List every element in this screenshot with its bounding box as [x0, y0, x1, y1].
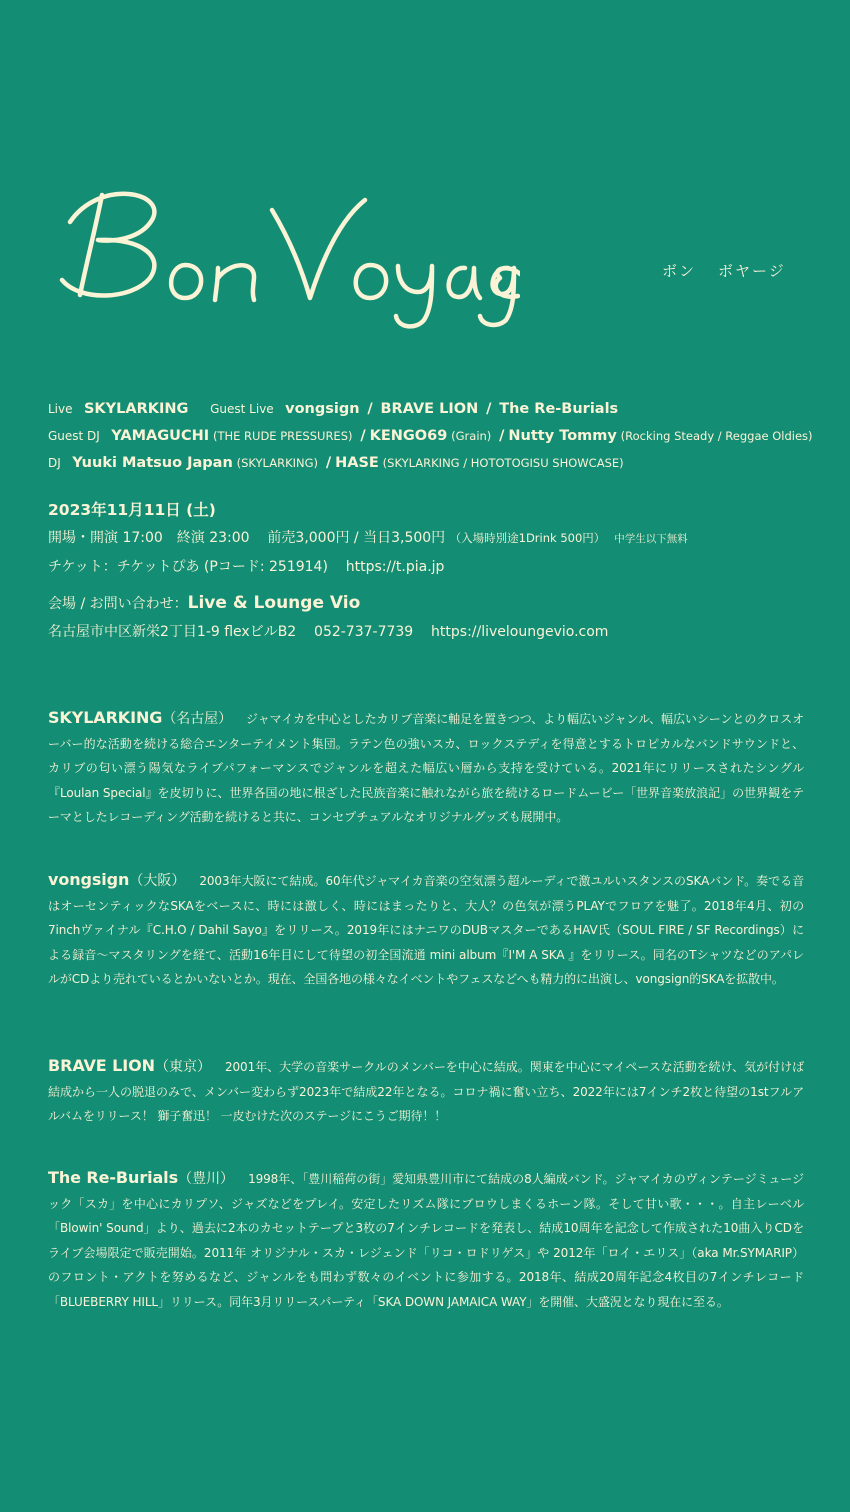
- ticket-url[interactable]: https://t.pia.jp: [345, 559, 445, 575]
- dj-row: DJ Yuuki Matsuo Japan (SKYLARKING) / HASE (SKYLARKING / HOTOTOGISU SHOWCASE): [48, 455, 624, 471]
- guest-live-artist: BRAVE LION: [380, 401, 479, 417]
- guest-dj-note: (Rocking Steady / Reggae Oldies): [620, 429, 813, 443]
- bio-city: （東京）: [154, 1059, 211, 1075]
- bon-voyage-logo: [40, 170, 520, 330]
- bio-text: 2001年、大学の音楽サークルのメンバーを中心に結成。関東を中心にマイペースな活動を続け、気が付けば結成から一人の脱退のみで、メンバー変わらず2023年で結成22年となる。コロナ禍に奮い立ち、2022年には7インチ2枚と待望の1stフルアルバムをリリース！ 獅子奮迅！ 一皮むけた次のステージにこうご期待！！: [48, 1060, 805, 1124]
- ticket-info: チケット：チケットぴあ (Pコード: 251914): [48, 559, 328, 575]
- bio-vongsign: [48, 868, 804, 992]
- event-free: 中学生以下無料: [614, 533, 688, 545]
- event-times-row: [48, 524, 828, 553]
- guest-live-artist: vongsign: [285, 401, 360, 417]
- bio-city: （名古屋）: [162, 711, 233, 727]
- guest-dj-name: YAMAGUCHI: [111, 428, 210, 444]
- bio-name: SKYLARKING: [48, 708, 163, 727]
- guest-dj-row: Guest DJ YAMAGUCHI (THE RUDE PRESSURES) / KENGO69 (Grain) / Nutty Tommy (Rocking Steady / Reggae Oldies): [48, 428, 813, 444]
- dj-name: Yuuki Matsuo Japan: [72, 455, 233, 471]
- guest-live-artist: The Re-Burials: [499, 401, 619, 417]
- lineup: [48, 396, 828, 477]
- guest-dj-name: Nutty Tommy: [508, 428, 617, 444]
- venue-url[interactable]: https://liveloungevio.com: [431, 624, 609, 640]
- guest-dj-name: KENGO69: [369, 428, 448, 444]
- event-drink: （入場時別途1Drink 500円）: [449, 531, 606, 545]
- bio-name: BRAVE LION: [48, 1056, 155, 1075]
- dj-note: (SKYLARKING): [236, 456, 318, 470]
- kana-bon: ボン: [662, 262, 697, 280]
- bio-city: （大阪）: [129, 873, 186, 889]
- venue-row: [48, 589, 828, 618]
- bio-skylarking: [48, 706, 804, 830]
- event-times: 開場・開演 17:00 終演 23:00: [48, 530, 250, 546]
- guest-dj-note: (Grain): [451, 429, 492, 443]
- live-artist: SKYLARKING: [83, 401, 189, 417]
- bio-text: 2003年大阪にて結成。60年代ジャマイカ音楽の空気漂う超ルーディで激ユルいスタンスのSKAバンド。奏でる音はオーセンティックなSKAをベースに、時には激しく、時にはまったりと、大人？の色気が漂うPLAYでフロアを魅了。2018年4月、初の7inchヴァイナル『C.H.O / Dahil Sayo』をリリース。2019年にはナニワのDUBマスターであるHAV氏（SOUL FIRE / SF Recordings）による録音〜マスタリングを経て、活動16年目にして待望の初全国流通 mini album『I'M A SKA 』をリリース。同名のTシャツなどのアパレルがCDより売れているとかいないとか。現在、全国各地の様々なイベントやフェスなどへも精力的に出演し、vongsign的SKAを拡散中。: [48, 874, 804, 987]
- guest-dj-label: Guest DJ: [48, 429, 100, 443]
- dj-name: HASE: [335, 455, 379, 471]
- bio-text: 1998年、「豊川稲荷の街」愛知県豊川市にて結成の8人編成バンド。ジャマイカのヴィンテージミュージック「スカ」を中心にカリプソ、ジャズなどをプレイ。安定したリズム隊にブロウしまくるホーン隊。そして甘い歌・・・。自主レーベル「Blowin' Sound」より、過去に2本のカセットテープと3枚の7インチレコードを発表し、結成10周年を記念して作成された10曲入りCDをライブ会場限定で販売開始。2011年 オリジナル・スカ・レジェンド「リコ・ロドリゲス」や 2012年「ロイ・エリス」（aka Mr.SYMARIP）のフロント・アクトを努めるなど、ジャンルをも問わず数々のイベントに参加する。2018年、結成20周年記念4枚目の7インチレコード「BLUEBERRY HILL」リリース。同年3月リリースパーティ「SKA DOWN JAMAICA WAY」を開催、大盛況となり現在に至る。: [48, 1172, 805, 1309]
- logo-kana: [662, 260, 786, 281]
- ticket-row: [48, 553, 828, 581]
- venue-address: 名古屋市中区新栄2丁目1-9 flexビルB2: [48, 624, 297, 640]
- guest-live-label: Guest Live: [210, 402, 274, 416]
- live-label: Live: [48, 402, 73, 416]
- live-row: Live SKYLARKING Guest Live vongsign / BRAVE LION / The Re-Burials: [48, 401, 619, 417]
- event-price: 前売3,000円 / 当日3,500円: [267, 530, 446, 546]
- address-row: [48, 618, 828, 646]
- venue-name: Live & Lounge Vio: [187, 593, 361, 613]
- bio-name: vongsign: [48, 870, 130, 889]
- bio-name: The Re-Burials: [48, 1168, 178, 1187]
- venue-phone: 052-737-7739: [314, 624, 414, 640]
- event-info: [48, 496, 828, 646]
- bio-re-burials: [48, 1166, 804, 1315]
- dj-note: (SKYLARKING / HOTOTOGISU SHOWCASE): [382, 456, 624, 470]
- bio-text: ジャマイカを中心としたカリブ音楽に軸足を置きつつ、より幅広いジャンル、幅広いシーンとのクロスオーバー的な活動を続ける総合エンターテイメント集団。ラテン色の強いスカ、ロックステディを得意とするトロピカルなバンドサウンドと、カリブの匂い漂う陽気なライブパフォーマンスでジャンルを超えた幅広い層から支持を受けている。2021年にリリースされたシングル『Loulan Special』を皮切りに、世界各国の地に根ざした民族音楽に触れながら旅を続けるロードムービー「世界音楽放浪記」の世界観をテーマとしたレコーディング活動を続けると共に、コンセプチュアルなオリジナルグッズも展開中。: [48, 712, 805, 825]
- bio-brave-lion: [48, 1054, 804, 1129]
- event-date: 2023年11月11日 (土): [48, 501, 216, 519]
- dj-label: DJ: [48, 456, 61, 470]
- bio-city: （豊川）: [178, 1171, 235, 1187]
- venue-label: 会場 / お問い合わせ：: [48, 596, 188, 612]
- guest-dj-note: (THE RUDE PRESSURES): [212, 429, 353, 443]
- kana-voyage: ボヤージ: [718, 262, 786, 280]
